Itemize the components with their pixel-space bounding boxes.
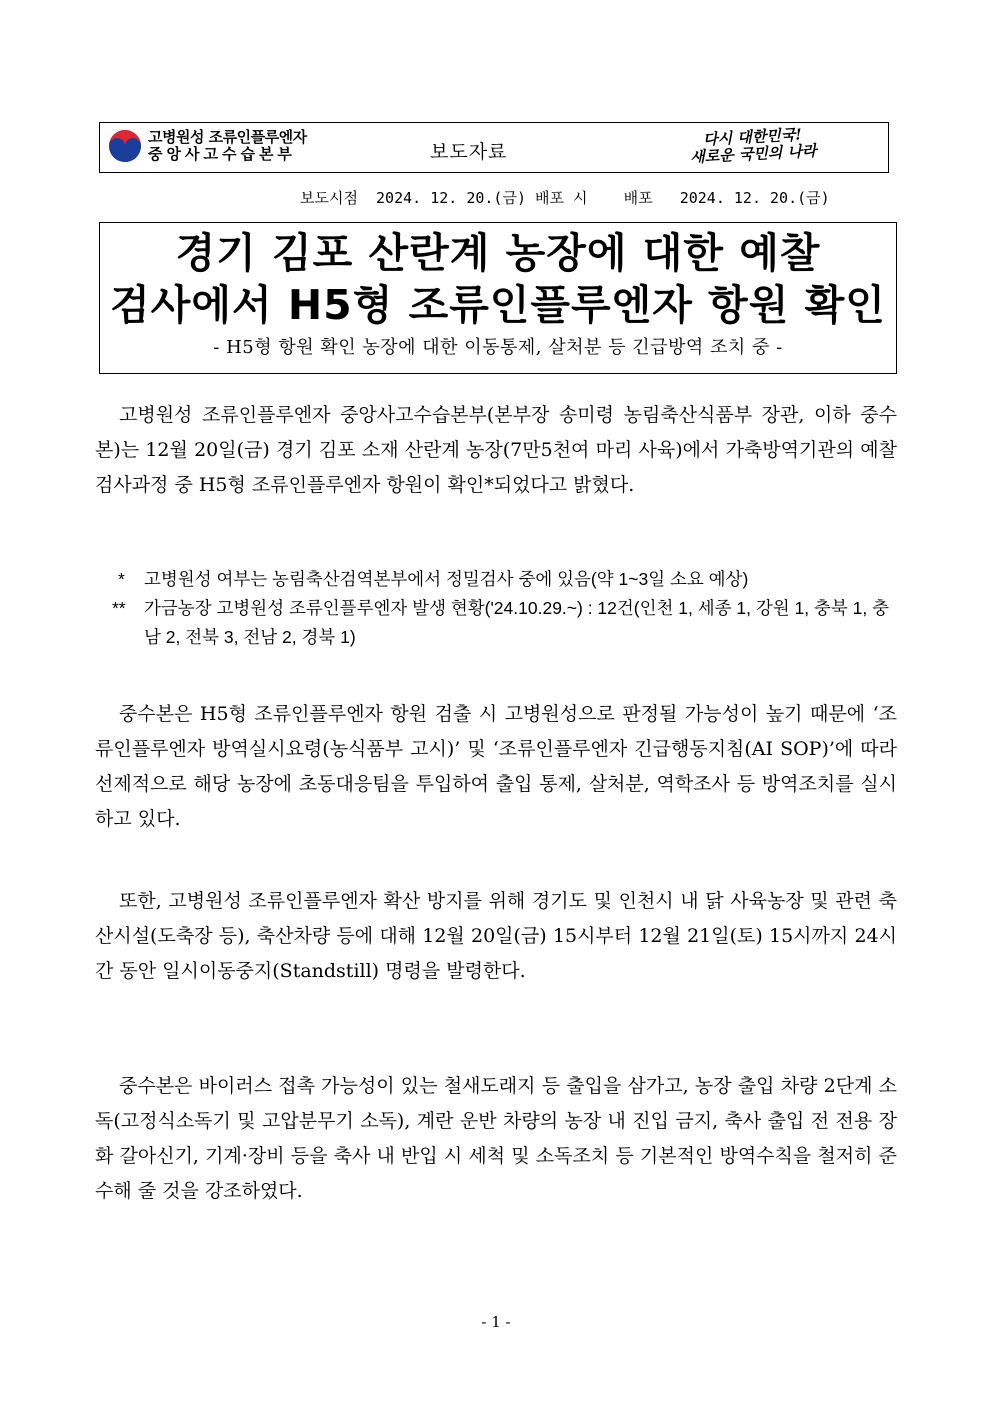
dist-value: 2024. 12. 20.(금) [679, 189, 830, 207]
footnote-text-2: 가금농장 고병원성 조류인플루엔자 발생 현황('24.10.29.~) : 12건(인천 1, 세종 1, 강원 1, 충북 1, 충남 2, 전북 3, 전남 2, 경북 1) [144, 598, 890, 647]
taegeuk-icon [108, 129, 142, 163]
slogan-line1: 다시 대한민국! [702, 125, 803, 149]
release-info [300, 187, 900, 208]
org-name-line1: 고병원성 조류인플루엔자 [148, 128, 307, 146]
paragraph-3: 또한, 고병원성 조류인플루엔자 확산 방지를 위해 경기도 및 인천시 내 닭 사육농장 및 관련 축산시설(도축장 등), 축산차량 등에 대해 12월 20일(금) 15시부터 12월 21일(토) 15시까지 24시간 동안 일시이동중지(Standstill) 명령을 발령한다. [95, 890, 897, 982]
paragraph-1: 고병원성 조류인플루엔자 중앙사고수습본부(본부장 송미령 농림축산식품부 장관, 이하 중수본)는 12월 20일(금) 경기 김포 소재 산란계 농장(7만5천여 마리 사육)에서 가축방역기관의 예찰 검사과정 중 H5형 조류인플루엔자 항원이 확인*되었다고 밝혔다. [95, 404, 897, 496]
paragraph-4: 중수본은 바이러스 접촉 가능성이 있는 철새도래지 등 출입을 삼가고, 농장 출입 차량 2단계 소독(고정식소독기 및 고압분무기 소독), 계란 운반 차량의 농장 내 진입 금지, 축사 출입 전 전용 장화 갈아신기, 기계·장비 등을 축사 내 반입 시 세척 및 소독조치 등 기본적인 방역수칙을 철저히 준수해 줄 것을 강조하였다. [95, 1075, 897, 1202]
header-box [99, 122, 889, 173]
footnotes [112, 565, 898, 652]
footnote-1 [118, 565, 898, 594]
paragraph-2: 중수본은 H5형 조류인플루엔자 항원 검출 시 고병원성으로 판정될 가능성이 높기 때문에 ‘조류인플루엔자 방역실시요령(농식품부 고시)’ 및 ‘조류인플루엔자 긴급행동지침(AI SOP)’에 따라 선제적으로 해당 농장에 초동대응팀을 투입하여 출입 통제, 살처분, 역학조사 등 방역조치를 실시하고 있다. [95, 703, 897, 830]
org-logo [108, 129, 307, 163]
slogan [657, 124, 849, 172]
title-box [99, 222, 897, 374]
dist-label: 배포 [623, 189, 653, 207]
footnote-mark-1: * [118, 569, 125, 589]
doc-type-label: 보도자료 [430, 141, 508, 163]
footnote-mark-2: ** [112, 598, 126, 618]
slogan-line2: 새로운 국민의 나라 [689, 141, 817, 167]
footnote-text-1: 고병원성 여부는 농림축산검역본부에서 정밀검사 중에 있음(약 1~3일 소요 예상) [144, 569, 749, 589]
subheadline: - H5형 항원 확인 농장에 대한 이동통제, 살처분 등 긴급방역 조치 중 - [213, 337, 783, 358]
footnote-2 [112, 594, 898, 652]
org-name-line2: 중앙사고수습본부 [148, 145, 296, 163]
release-value: 2024. 12. 20.(금) 배포 시 [376, 189, 588, 207]
release-label: 보도시점 [300, 189, 358, 207]
headline-line2: 검사에서 H5형 조류인플루엔자 항원 확인 [110, 281, 886, 329]
headline-line1: 경기 김포 산란계 농장에 대한 예찰 [175, 229, 821, 277]
page-number: - 1 - [481, 1313, 511, 1331]
